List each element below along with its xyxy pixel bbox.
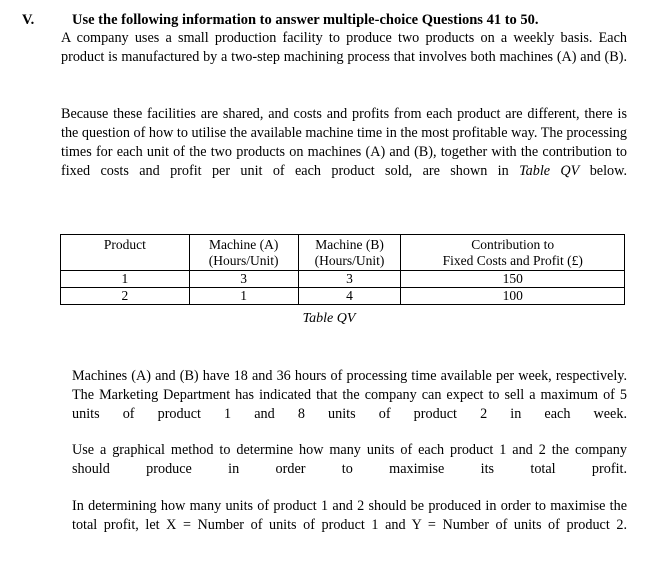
table-reference: Table QV xyxy=(519,163,580,179)
header-machine-a: Machine (A) (Hours/Unit) xyxy=(189,235,298,271)
cell-machine-b: 4 xyxy=(298,288,401,305)
machine-hours-paragraph: Machines (A) and (B) have 18 and 36 hours of processing time available per week, respectively. The Marketing Department has indicated that the company can expect to sell a maximum of 5 units of product 1 and 8 units of product 2 in each week. xyxy=(72,368,627,422)
cell-contribution: 150 xyxy=(401,271,625,288)
section-number: V. xyxy=(22,12,35,28)
section-heading: Use the following information to answer multiple-choice Questions 41 to 50. xyxy=(72,12,539,28)
header-contribution: Contribution to Fixed Costs and Profit (£) xyxy=(401,235,625,271)
context-text-before: Because these facilities are shared, and costs and profits from each product are different, there is the question of how to utilise the available machine time in the most profitable way. The processing times for each unit of the two products on machines (A) and (B), together with the contribution to fixed costs and profit per unit of each product sold, are shown in xyxy=(61,106,627,179)
table-row xyxy=(61,288,625,305)
header-machine-b: Machine (B) (Hours/Unit) xyxy=(298,235,401,271)
cell-product: 1 xyxy=(61,271,190,288)
variables-paragraph: In determining how many units of product 1 and 2 should be produced in order to maximise the total profit, let X = Number of units of product 1 and Y = Number of units of product 2. xyxy=(72,498,627,533)
cell-machine-a: 3 xyxy=(189,271,298,288)
intro-paragraph: A company uses a small production facility to produce two products on a weekly basis. Each product is manufactured by a two-step machining process that involves both machines (A) and (B). xyxy=(61,30,627,65)
cell-machine-b: 3 xyxy=(298,271,401,288)
method-paragraph: Use a graphical method to determine how many units of each product 1 and 2 the company should produce in order to maximise its total profit. xyxy=(72,442,627,477)
table-header-row xyxy=(61,235,625,271)
cell-product: 2 xyxy=(61,288,190,305)
context-text-after: below. xyxy=(579,163,627,179)
header-product: Product xyxy=(61,235,190,271)
cell-contribution: 100 xyxy=(401,288,625,305)
table-row xyxy=(61,271,625,288)
context-paragraph xyxy=(61,105,627,200)
cell-machine-a: 1 xyxy=(189,288,298,305)
table-caption: Table QV xyxy=(302,311,356,326)
table-qv xyxy=(60,234,625,305)
